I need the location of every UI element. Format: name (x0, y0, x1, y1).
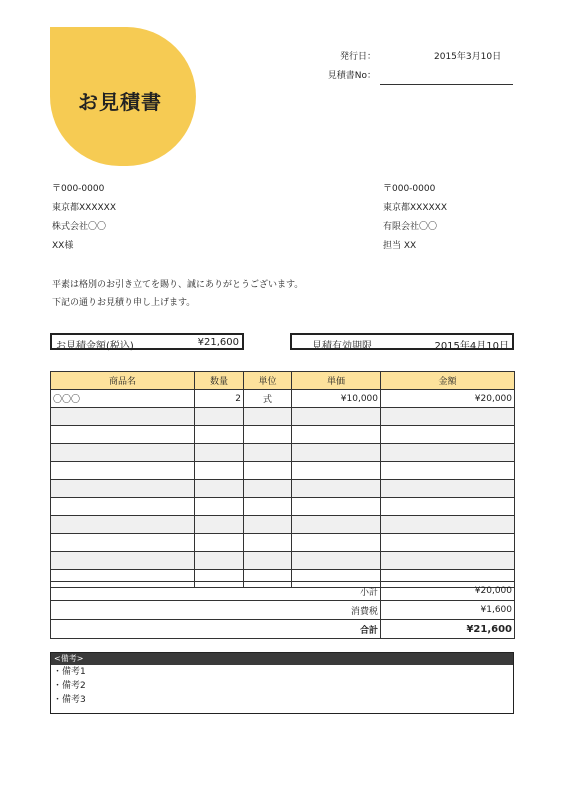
recipient-postal: 〒000-0000 (52, 184, 105, 194)
grand-total-label: 合計 (51, 620, 381, 639)
note-item-3: ・備考3 (53, 695, 86, 705)
cell-price: ¥10,000 (292, 390, 381, 408)
totals-table (50, 581, 515, 639)
col-header-amount: 金額 (381, 372, 515, 390)
note-item-1: ・備考1 (53, 667, 86, 677)
cell-amount (381, 534, 515, 552)
subtotal-label: 小計 (51, 582, 381, 601)
cell-unit (244, 498, 292, 516)
table-row (51, 534, 515, 552)
cell-unit (244, 552, 292, 570)
sender-block (383, 184, 447, 260)
issue-date-label: 発行日： (339, 52, 376, 62)
total-amount-value: ¥21,600 (197, 337, 239, 348)
cell-unit (244, 462, 292, 480)
grand-total-value: ¥21,600 (381, 620, 515, 639)
cell-item (51, 426, 195, 444)
total-amount-box (50, 333, 244, 350)
cell-qty (195, 516, 244, 534)
cell-item (51, 408, 195, 426)
cell-amount (381, 498, 515, 516)
col-header-unit: 単位 (244, 372, 292, 390)
col-header-qty: 数量 (195, 372, 244, 390)
cell-amount (381, 408, 515, 426)
grand-total-row (51, 620, 515, 639)
cell-qty (195, 426, 244, 444)
cell-amount (381, 552, 515, 570)
cell-price (292, 408, 381, 426)
cell-item (51, 480, 195, 498)
cell-qty (195, 444, 244, 462)
greeting-line-2: 下記の通りお見積り申し上げます。 (52, 298, 196, 308)
issue-date-value: 2015年3月10日 (434, 52, 502, 62)
subtotal-row (51, 582, 515, 601)
subtotal-value: ¥20,000 (381, 582, 515, 601)
cell-qty (195, 480, 244, 498)
cell-item (51, 534, 195, 552)
cell-unit (244, 480, 292, 498)
quote-no-line (380, 84, 513, 85)
cell-unit: 式 (244, 390, 292, 408)
tax-value: ¥1,600 (381, 601, 515, 620)
table-row (51, 498, 515, 516)
validity-box (290, 333, 514, 350)
cell-price (292, 534, 381, 552)
table-row (51, 552, 515, 570)
tax-row (51, 601, 515, 620)
cell-price (292, 552, 381, 570)
cell-item (51, 498, 195, 516)
table-row (51, 462, 515, 480)
document-title: お見積書 (78, 90, 162, 114)
sender-contact: 担当 XX (383, 241, 417, 251)
cell-qty: 2 (195, 390, 244, 408)
cell-unit (244, 534, 292, 552)
greeting-line-1: 平素は格別のお引き立てを賜り、誠にありがとうございます。 (52, 280, 304, 290)
col-header-item: 商品名 (51, 372, 195, 390)
cell-amount: ¥20,000 (381, 390, 515, 408)
notes-header: <備考> (51, 653, 513, 665)
sender-postal: 〒000-0000 (383, 184, 436, 194)
col-header-price: 単価 (292, 372, 381, 390)
cell-qty (195, 462, 244, 480)
table-row (51, 426, 515, 444)
cell-price (292, 480, 381, 498)
sender-company: 有限会社〇〇 (383, 222, 438, 232)
table-row (51, 408, 515, 426)
cell-item (51, 552, 195, 570)
cell-amount (381, 426, 515, 444)
recipient-block (52, 184, 116, 260)
cell-price (292, 516, 381, 534)
cell-item (51, 444, 195, 462)
cell-price (292, 498, 381, 516)
cell-qty (195, 534, 244, 552)
table-row (51, 444, 515, 462)
items-table (50, 371, 515, 588)
table-row (51, 480, 515, 498)
quote-no-label: 見積書No： (327, 71, 376, 81)
validity-label: 見積有効期限 (312, 341, 372, 352)
cell-qty (195, 408, 244, 426)
recipient-company: 株式会社〇〇 (52, 222, 107, 232)
sender-address: 東京都XXXXXX (383, 203, 447, 213)
note-item-2: ・備考2 (53, 681, 86, 691)
cell-qty (195, 498, 244, 516)
validity-value: 2015年4月10日 (434, 341, 509, 352)
cell-amount (381, 516, 515, 534)
cell-item (51, 462, 195, 480)
cell-unit (244, 444, 292, 462)
cell-unit (244, 516, 292, 534)
cell-amount (381, 462, 515, 480)
tax-label: 消費税 (51, 601, 381, 620)
cell-unit (244, 426, 292, 444)
cell-item (51, 516, 195, 534)
recipient-person: XX様 (52, 241, 74, 251)
notes-box (50, 652, 514, 714)
cell-unit (244, 408, 292, 426)
cell-amount (381, 444, 515, 462)
table-row (51, 516, 515, 534)
recipient-address: 東京都XXXXXX (52, 203, 116, 213)
table-header-row (51, 372, 515, 390)
cell-price (292, 444, 381, 462)
cell-amount (381, 480, 515, 498)
total-amount-label: お見積金額(税込) (56, 341, 134, 352)
cell-price (292, 426, 381, 444)
cell-item: 〇〇〇 (51, 390, 195, 408)
cell-qty (195, 552, 244, 570)
table-row (51, 390, 515, 408)
cell-price (292, 462, 381, 480)
